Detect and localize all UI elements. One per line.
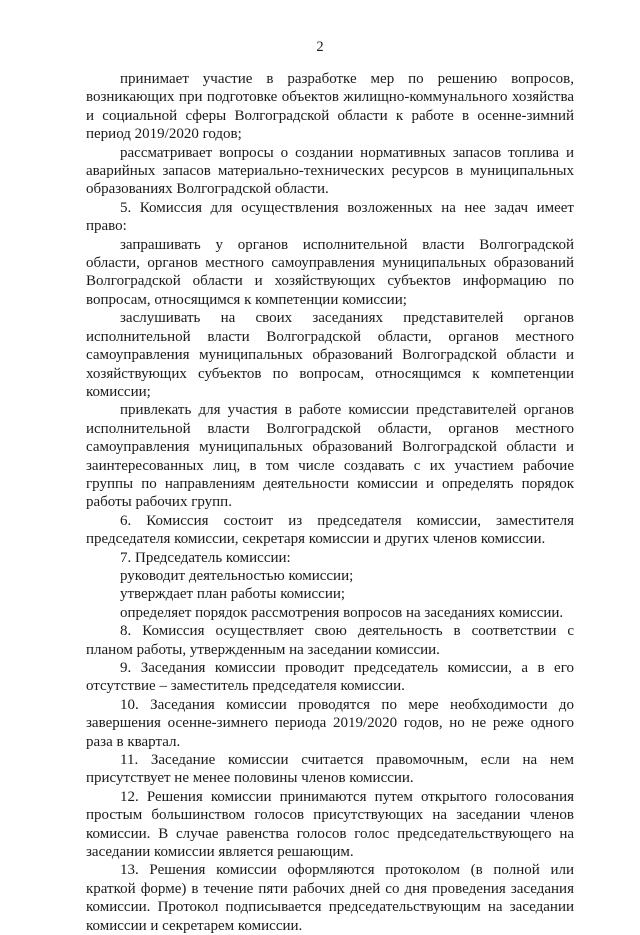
- paragraph: 12. Решения комиссии принимаются путем открытого голосования простым большинством голосов присутствующих на заседании членов комиссии. В случае равенства голосов голос председательствующего на заседании комиссии является решающим.: [86, 788, 574, 861]
- paragraph: утверждает план работы комиссии;: [120, 586, 346, 603]
- paragraph: принимает участие в разработке мер по решению вопросов, возникающих при подготовке объектов жилищно-коммунального хозяйства и социальной сферы Волгоградской области к работе в осенне-зимний период 2019/2020 годов;: [86, 71, 574, 143]
- paragraph: 6. Комиссия состоит из председателя комиссии, заместителя председателя комиссии, секретаря комиссии и других членов комиссии.: [86, 512, 574, 548]
- paragraph: руководит деятельностью комиссии;: [120, 567, 354, 584]
- paragraph: 7. Председатель комиссии:: [120, 549, 291, 566]
- paragraph: 5. Комиссия для осуществления возложенных на нее задач имеет право:: [86, 199, 574, 235]
- page-number: 2: [316, 39, 324, 55]
- paragraph: определяет порядок рассмотрения вопросов на заседаниях комиссии.: [120, 604, 564, 621]
- paragraph: привлекать для участия в работе комиссии представителей органов исполнительной власти Волгоградской области, органов местного самоуправления муниципальных образований Волгоградской области и заинтересованных лиц, в том числе создавать с их участием рабочие группы по направлениям деятельности комиссии и определять порядок работы рабочих групп.: [86, 402, 574, 511]
- paragraph: 11. Заседание комиссии считается правомочным, если на нем присутствует не менее половины членов комиссии.: [86, 752, 574, 787]
- paragraph: заслушивать на своих заседаниях представителей органов исполнительной власти Волгоградской области, органов местного самоуправления муниципальных образований Волгоградской области и хозяйствующих субъектов по вопросам, относящимся к компетенции комиссии;: [86, 310, 574, 400]
- paragraph: 13. Решения комиссии оформляются протоколом (в полной или краткой форме) в течение пяти рабочих дней со дня проведения заседания комиссии. Протокол подписывается председательствующим на заседании комиссии и секретарем комиссии.: [86, 862, 574, 934]
- paragraph: запрашивать у органов исполнительной власти Волгоградской области, органов местного самоуправления муниципальных образований Волгоградской области и хозяйствующих субъектов информацию по вопросам, относящимся к компетенции комиссии;: [86, 236, 574, 308]
- paragraph: 8. Комиссия осуществляет свою деятельность в соответствии с планом работы, утвержденным на заседании комиссии.: [86, 623, 574, 658]
- paragraph: 10. Заседания комиссии проводятся по мере необходимости до завершения осенне-зимнего периода 2019/2020 годов, но не реже одного раза в квартал.: [86, 696, 574, 750]
- paragraph: 9. Заседания комиссии проводит председатель комиссии, а в его отсутствие – заместитель председателя комиссии.: [86, 660, 574, 695]
- document-body: [86, 70, 574, 935]
- paragraph: рассматривает вопросы о создании нормативных запасов топлива и аварийных запасов материально-технических ресурсов в муниципальных образованиях Волгоградской области.: [86, 144, 574, 198]
